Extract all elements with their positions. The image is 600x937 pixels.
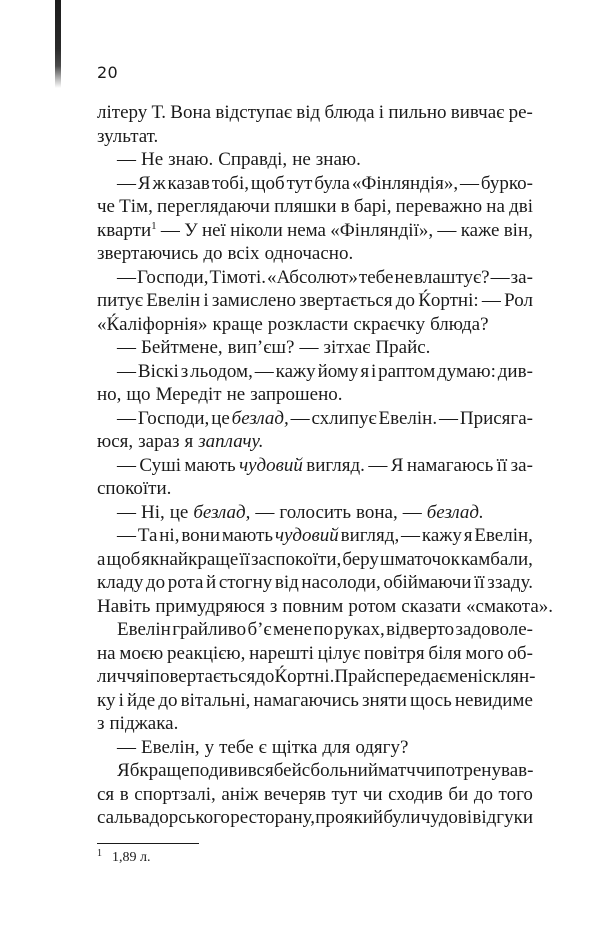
- word: переважно: [395, 196, 483, 217]
- text-line: [97, 172, 533, 196]
- word: —: [117, 360, 136, 382]
- word: замислено: [211, 290, 297, 311]
- word: й: [206, 572, 217, 593]
- text-line: [97, 125, 533, 149]
- word: ся: [97, 783, 115, 805]
- word: юся,: [97, 431, 134, 452]
- word: каже: [460, 219, 500, 241]
- word: це: [169, 501, 189, 523]
- word: до: [395, 290, 415, 311]
- word: були: [383, 807, 421, 828]
- word: що: [126, 384, 151, 405]
- word: пляшки: [274, 196, 337, 217]
- word: насолоди,: [301, 572, 381, 593]
- text-line: [97, 783, 533, 807]
- word: цілує: [317, 642, 361, 664]
- word: Справді,: [218, 149, 288, 170]
- word: з: [97, 713, 105, 734]
- word: вип’єш?: [227, 337, 295, 358]
- word: намагаюсь: [406, 454, 494, 476]
- word: не: [394, 266, 414, 288]
- word: Мередіт: [155, 384, 222, 405]
- word: Рол: [504, 290, 533, 311]
- word: не: [292, 149, 311, 170]
- word: для: [322, 736, 351, 758]
- text-line: [97, 524, 533, 548]
- text-line: [97, 642, 533, 666]
- word: ні,: [159, 525, 180, 546]
- text-line: [97, 712, 533, 736]
- word: була: [314, 172, 350, 194]
- word: знаю.: [315, 149, 361, 170]
- word: одночасно.: [264, 243, 354, 264]
- word: на: [97, 642, 116, 664]
- word: і: [378, 102, 385, 123]
- word: кварти: [97, 219, 152, 241]
- word: Бейтмене,: [141, 337, 223, 358]
- word: кажу: [421, 525, 462, 546]
- text-line: [97, 501, 533, 525]
- word: —: [255, 501, 275, 523]
- word: це: [211, 407, 230, 429]
- word: краще: [139, 760, 190, 781]
- word: Господи,: [137, 407, 210, 429]
- word: —: [481, 290, 501, 311]
- word: влаштує?: [414, 266, 490, 288]
- word: аніж: [221, 783, 259, 805]
- word: —: [490, 266, 510, 288]
- word: тебе: [358, 266, 394, 288]
- word: безлад.: [426, 501, 484, 523]
- word: знаю.: [168, 149, 214, 170]
- word: відгуки: [472, 807, 533, 828]
- word: про: [315, 807, 345, 828]
- word: —: [117, 454, 136, 476]
- word: ре-: [508, 102, 533, 123]
- footnote-divider: [97, 843, 199, 844]
- word: тут: [331, 783, 358, 805]
- word: Я: [137, 172, 151, 194]
- word: чудовий: [274, 525, 339, 546]
- word: на: [486, 196, 505, 217]
- word: біля: [428, 642, 462, 664]
- word: мають: [184, 454, 236, 476]
- text-line: [97, 313, 533, 337]
- word: спортзалі,: [134, 783, 216, 805]
- word: звертаючись: [97, 243, 199, 264]
- word: по: [313, 619, 334, 640]
- word: Господи,: [137, 266, 209, 288]
- word: безлад,: [231, 407, 289, 429]
- word: —: [160, 219, 180, 241]
- word: ресторану,: [230, 807, 316, 828]
- word: літеру: [97, 102, 148, 123]
- word: скраєчку: [353, 313, 426, 335]
- word: У: [184, 219, 198, 241]
- word: думаю:: [437, 360, 496, 382]
- word: всіх: [227, 243, 260, 264]
- word: неї: [201, 219, 226, 241]
- word: Я: [117, 760, 130, 781]
- word: вигляд,: [340, 525, 400, 546]
- word: Суші: [139, 454, 182, 476]
- word: раптом: [378, 360, 436, 382]
- text-line: [97, 219, 533, 243]
- word: безлад,: [193, 501, 251, 523]
- word: схлипує: [311, 407, 377, 429]
- text-line: [97, 430, 533, 454]
- text-line: [97, 407, 533, 431]
- word: че: [97, 196, 115, 217]
- text-line: [97, 336, 533, 360]
- word: кладу: [97, 572, 144, 593]
- word: не: [226, 384, 246, 405]
- word: того: [498, 783, 533, 805]
- word: її: [239, 548, 250, 570]
- footnote: [97, 849, 151, 867]
- word: у: [204, 736, 215, 758]
- text-line: [97, 618, 533, 642]
- word: Вона: [170, 102, 212, 123]
- word: мого: [465, 642, 504, 664]
- word: чи: [362, 783, 383, 805]
- word: —: [460, 172, 480, 194]
- word: йому: [317, 360, 359, 382]
- word: зітхає: [323, 337, 371, 358]
- word: —: [402, 501, 422, 523]
- page-edge-bar: [55, 0, 61, 88]
- page-number: 20: [97, 63, 118, 82]
- word: Т.: [151, 102, 166, 123]
- word: переглядаючи: [157, 196, 270, 217]
- word: «Фінляндія»,: [351, 172, 459, 194]
- word: Не: [141, 149, 164, 170]
- word: в: [340, 196, 350, 217]
- word: —: [290, 407, 310, 429]
- word: —: [117, 525, 136, 546]
- word: з: [180, 360, 189, 382]
- word: —: [117, 736, 136, 758]
- word: беру: [342, 548, 379, 570]
- word: повітря: [363, 642, 425, 664]
- word: примудряюся: [155, 595, 265, 617]
- word: запрошено.: [250, 384, 343, 405]
- word: щоб: [250, 172, 285, 194]
- word: бурко-: [480, 172, 533, 194]
- text-line: [97, 736, 533, 760]
- word: но,: [97, 384, 122, 405]
- word: повним: [282, 595, 344, 617]
- word: в: [119, 783, 129, 805]
- word: від: [296, 102, 321, 123]
- word: а: [97, 548, 106, 570]
- footnote-reference: 1: [151, 219, 157, 232]
- text-line: [97, 383, 533, 407]
- word: Прайс.: [375, 337, 431, 358]
- word: краще: [212, 313, 263, 335]
- word: —: [117, 501, 136, 523]
- word: питує: [97, 290, 144, 311]
- word: шматочок: [379, 548, 460, 570]
- word: вітальні,: [180, 689, 251, 711]
- word: Тімоті.: [209, 266, 266, 288]
- text-line: [97, 148, 533, 172]
- word: Евелін: [146, 290, 201, 311]
- word: до: [158, 689, 178, 711]
- word: і: [203, 290, 209, 311]
- word: моєю: [119, 642, 164, 664]
- word: відступає: [215, 102, 293, 123]
- word: склян-: [483, 666, 536, 687]
- word: ззаду.: [487, 572, 533, 593]
- text-line: [97, 571, 533, 595]
- word: до: [203, 243, 223, 264]
- word: «смакота».: [466, 595, 554, 617]
- word: об-: [507, 642, 533, 664]
- word: заплачу.: [198, 431, 264, 452]
- text-line: [97, 595, 554, 619]
- word: —: [401, 525, 421, 546]
- word: бейсбольний: [273, 760, 378, 781]
- word: розкласти: [267, 313, 349, 335]
- word: личчя: [97, 666, 145, 687]
- word: вона,: [356, 501, 398, 523]
- word: щось: [410, 689, 452, 711]
- word: льодом,: [190, 360, 253, 382]
- word: подивився: [189, 760, 274, 781]
- text-line: [97, 289, 533, 313]
- word: який: [344, 807, 384, 828]
- word: є: [258, 736, 267, 758]
- word: див-: [497, 360, 533, 382]
- word: від: [274, 572, 299, 593]
- word: Та: [137, 525, 158, 546]
- word: обіймаючи: [383, 572, 472, 593]
- word: вигляд.: [306, 454, 365, 476]
- word: Евелін,: [141, 736, 200, 758]
- word: я: [184, 431, 194, 452]
- word: Навіть: [97, 595, 151, 617]
- word: зняти: [362, 689, 407, 711]
- word: руках,: [334, 619, 385, 640]
- word: Прайс: [334, 666, 385, 687]
- word: якнайкраще: [141, 548, 239, 570]
- text-line: [97, 759, 533, 783]
- word: сказати: [401, 595, 462, 617]
- word: зультат.: [97, 125, 159, 147]
- word: реакцією,: [166, 642, 246, 664]
- footnote-marker: 1: [97, 848, 102, 859]
- word: вечеряв: [263, 783, 326, 805]
- word: би: [448, 783, 469, 805]
- word: передає: [384, 666, 448, 687]
- word: і: [118, 689, 124, 711]
- word: Ќортні:: [418, 290, 479, 311]
- word: вивчає: [450, 102, 505, 123]
- word: ку: [97, 689, 116, 711]
- word: піджака.: [109, 713, 179, 734]
- word: йде: [126, 689, 156, 711]
- word: голосить: [279, 501, 352, 523]
- word: її: [474, 572, 485, 593]
- word: Ні,: [141, 501, 165, 523]
- word: повертається: [149, 666, 256, 687]
- word: —: [299, 337, 319, 358]
- word: спокоїти.: [97, 478, 172, 499]
- word: «Фінляндії»,: [330, 219, 434, 241]
- word: сходив: [388, 783, 443, 805]
- word: камбали,: [460, 548, 533, 570]
- word: нарешті: [249, 642, 314, 664]
- word: грайливо: [172, 619, 247, 640]
- word: я: [360, 360, 370, 382]
- word: рота: [167, 572, 204, 593]
- word: кажу: [275, 360, 316, 382]
- word: —: [438, 407, 458, 429]
- text-line: [97, 548, 533, 572]
- word: звертається: [299, 290, 393, 311]
- word: відверто: [386, 619, 455, 640]
- word: Я: [390, 454, 404, 476]
- word: блюда: [324, 102, 375, 123]
- word: намагаючись: [253, 689, 359, 711]
- word: —: [117, 172, 136, 194]
- word: мене: [272, 619, 313, 640]
- word: до: [145, 572, 166, 593]
- word: Тім,: [119, 196, 153, 217]
- word: —: [254, 360, 274, 382]
- word: Евелін,: [474, 525, 533, 546]
- word: щоб: [106, 548, 141, 570]
- text-line: [97, 806, 533, 830]
- word: мають: [221, 525, 274, 546]
- word: я: [463, 525, 473, 546]
- word: «Абсолют»: [267, 266, 358, 288]
- word: чудові: [420, 807, 473, 828]
- word: б’є: [247, 619, 272, 640]
- word: матч: [377, 760, 416, 781]
- text-line: [97, 454, 533, 478]
- word: нема: [287, 219, 326, 241]
- word: барі,: [353, 196, 392, 217]
- word: за-: [510, 266, 533, 288]
- word: ніколи: [230, 219, 283, 241]
- word: потренував-: [435, 760, 534, 781]
- word: її: [496, 454, 508, 476]
- word: Евелін: [117, 619, 171, 640]
- word: вони: [181, 525, 220, 546]
- word: ж: [152, 172, 166, 194]
- word: і: [370, 360, 377, 382]
- word: чи: [415, 760, 436, 781]
- word: тобі,: [211, 172, 249, 194]
- word: Ќортні.: [274, 666, 335, 687]
- word: —: [117, 407, 136, 429]
- word: заспокоїти,: [250, 548, 342, 570]
- word: дві: [509, 196, 533, 217]
- word: тебе: [219, 736, 254, 758]
- word: Присяга-: [459, 407, 533, 429]
- word: він,: [503, 219, 533, 241]
- text-line: [97, 360, 533, 384]
- text-line: [97, 195, 533, 219]
- word: зараз: [138, 431, 180, 452]
- word: «Ќаліфорнія»: [97, 313, 208, 335]
- word: б: [129, 760, 140, 781]
- word: невидиме: [454, 689, 533, 711]
- body-text: [97, 101, 554, 830]
- word: —: [437, 219, 457, 241]
- word: до: [473, 783, 493, 805]
- text-line: [97, 266, 533, 290]
- text-line: [97, 242, 533, 266]
- word: чудовий: [239, 454, 303, 476]
- word: —: [117, 149, 136, 170]
- word: щітка: [271, 736, 318, 758]
- word: ротом: [348, 595, 397, 617]
- text-line: [97, 665, 536, 689]
- word: Віскі: [137, 360, 179, 382]
- word: задоволе-: [455, 619, 533, 640]
- word: стогну: [218, 572, 273, 593]
- text-line: [97, 101, 533, 125]
- word: і: [144, 666, 150, 687]
- word: —: [117, 266, 136, 288]
- word: —: [117, 337, 136, 358]
- word: мені: [447, 666, 484, 687]
- word: пильно: [388, 102, 447, 123]
- word: за-: [510, 454, 533, 476]
- text-line: [97, 689, 533, 713]
- word: казав: [167, 172, 210, 194]
- text-line: [97, 477, 533, 501]
- word: —: [368, 454, 388, 476]
- word: з: [269, 595, 278, 617]
- word-with-footnote: [97, 219, 157, 243]
- word: одягу?: [355, 736, 409, 758]
- footnote-text: 1,89 л.: [112, 850, 151, 865]
- word: блюда?: [430, 313, 489, 335]
- word: до: [255, 666, 275, 687]
- word: Евелін.: [378, 407, 438, 429]
- word: тут: [286, 172, 313, 194]
- word: сальвадорського: [97, 807, 230, 828]
